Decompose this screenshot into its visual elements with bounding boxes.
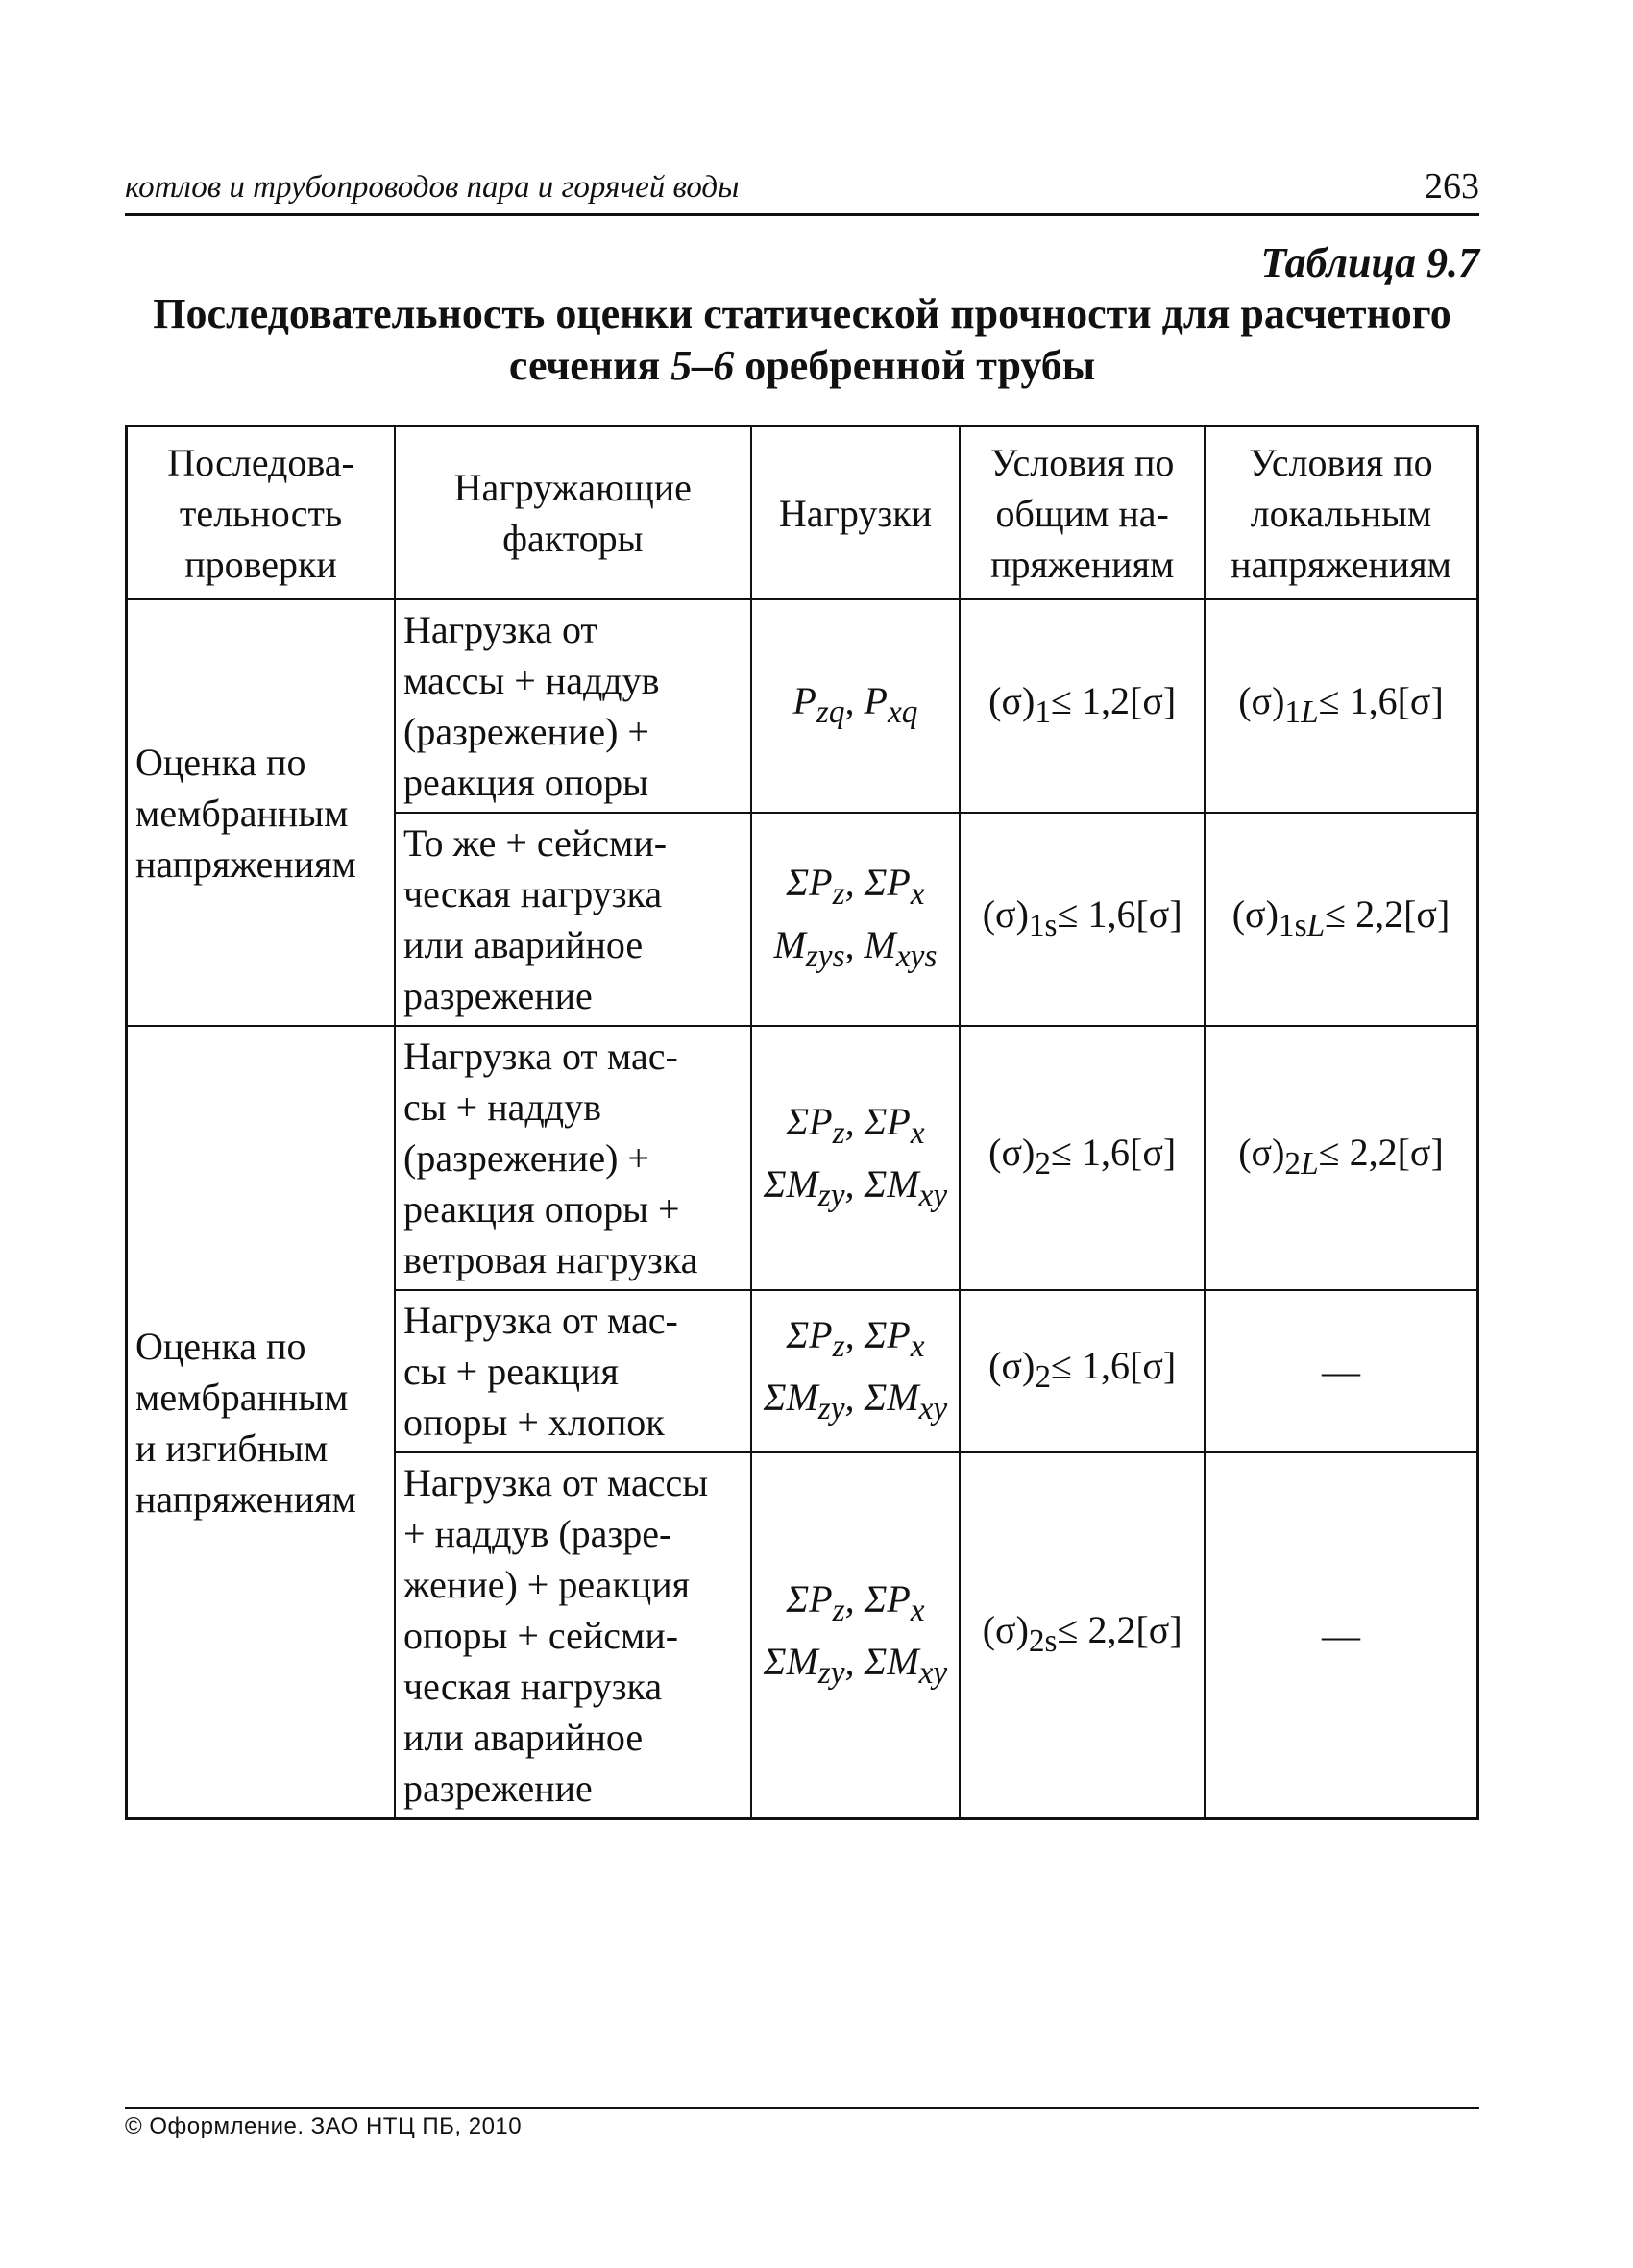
stage-cell: Оценка по мембранным напряжениям <box>127 599 396 1026</box>
caption-line-2 <box>125 340 1479 392</box>
running-title: котлов и трубопроводов пара и горячей воды <box>125 170 740 205</box>
table-row <box>127 599 1478 813</box>
running-header <box>125 165 1479 216</box>
loads-cell <box>751 813 961 1026</box>
caption-section: 5–6 <box>670 342 735 389</box>
caption-prefix: сечения <box>508 342 661 389</box>
loads-formula: $\Sigma P_z$, $\Sigma P_x$ $M_{zys}$, $M_{xys}$ <box>773 861 938 974</box>
header-cell: Условия по локальным напряжениям <box>1205 427 1478 600</box>
strength-table <box>125 425 1479 1820</box>
general-condition-cell: $(\sigma)_2\le 1,6[\sigma]$ <box>960 1290 1205 1452</box>
stage-cell: Оценка по мембранным и изгибным напряжениям <box>127 1026 396 1819</box>
loads-formula: $\Sigma P_z$, $\Sigma P_x$ $\Sigma M_{zy}$, $\Sigma M_{xy}$ <box>763 1576 948 1691</box>
table-label: Таблица 9.7 <box>1260 239 1479 286</box>
local-condition-cell: $(\sigma)_{1sL}\le 2,2[\sigma]$ <box>1205 813 1478 1026</box>
page-number: 263 <box>1425 166 1479 207</box>
factors-cell: Нагрузка от мас- сы + реакция опоры + хлопок <box>395 1290 750 1452</box>
header-cell: Условия по общим на- пряжениям <box>960 427 1205 600</box>
footer-copyright: © Оформление. ЗАО НТЦ ПБ, 2010 <box>125 2113 523 2139</box>
local-condition-cell: $(\sigma)_{2L}\le 2,2[\sigma]$ <box>1205 1026 1478 1290</box>
factors-cell: Нагрузка от массы + наддув (разрежение) + реакция опоры <box>395 599 750 813</box>
loads-cell <box>751 599 961 813</box>
factors-cell: То же + сейсми- ческая нагрузка или аварийное разрежение <box>395 813 750 1026</box>
loads-formula: $P_{zq}$, $P_{xq}$ <box>792 678 918 730</box>
local-condition-cell: — <box>1205 1452 1478 1819</box>
loads-formula: $\Sigma P_z$, $\Sigma P_x$ $\Sigma M_{zy}$, $\Sigma M_{xy}$ <box>763 1099 948 1213</box>
caption-line-1: Последовательность оценки статической прочности для расчетного <box>153 290 1451 337</box>
factors-cell: Нагрузка от мас- сы + наддув (разрежение) + реакция опоры + ветровая нагрузка <box>395 1026 750 1290</box>
header-cell: Нагружающие факторы <box>395 427 750 600</box>
general-condition-cell: $(\sigma)_2\le 1,6[\sigma]$ <box>960 1026 1205 1290</box>
factors-cell: Нагрузка от массы + наддув (разре- жение) + реакция опоры + сейсми- ческая нагрузка или аварийное разрежение <box>395 1452 750 1819</box>
general-condition-cell: $(\sigma)_{2s}\le 2,2[\sigma]$ <box>960 1452 1205 1819</box>
loads-cell <box>751 1452 961 1819</box>
loads-cell <box>751 1026 961 1290</box>
header-cell: Нагрузки <box>751 427 961 600</box>
table-caption <box>125 288 1479 392</box>
header-row <box>127 427 1478 600</box>
loads-cell <box>751 1290 961 1452</box>
caption-suffix: оребренной трубы <box>744 342 1096 389</box>
header-cell: Последова- тельность проверки <box>127 427 396 600</box>
local-condition-cell: — <box>1205 1290 1478 1452</box>
general-condition-cell: $(\sigma)_1\le 1,2[\sigma]$ <box>960 599 1205 813</box>
local-condition-cell: $(\sigma)_{1L}\le 1,6[\sigma]$ <box>1205 599 1478 813</box>
loads-formula: $\Sigma P_z$, $\Sigma P_x$ $\Sigma M_{zy}$, $\Sigma M_{xy}$ <box>763 1312 948 1427</box>
table-row <box>127 1026 1478 1290</box>
general-condition-cell: $(\sigma)_{1s}\le 1,6[\sigma]$ <box>960 813 1205 1026</box>
footer-divider <box>125 2107 1479 2109</box>
